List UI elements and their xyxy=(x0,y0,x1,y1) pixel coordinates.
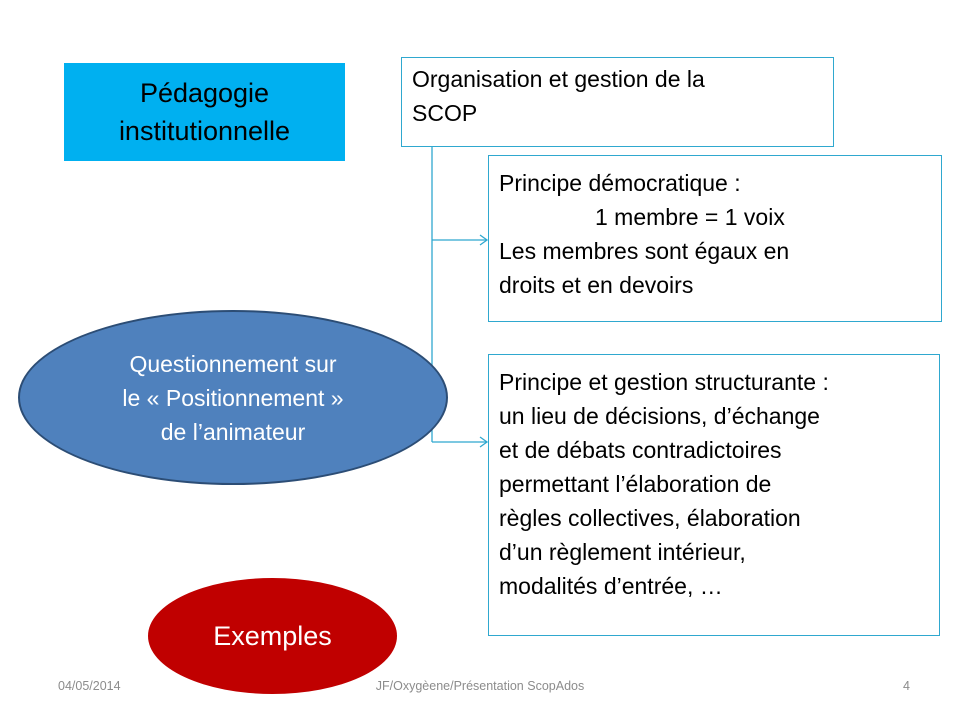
examples-button[interactable] xyxy=(148,578,397,694)
title-line-1: Pédagogie xyxy=(139,78,270,108)
title-box xyxy=(64,63,345,161)
organisation-line-2: SCOP xyxy=(412,100,478,126)
footer-page-number: 4 xyxy=(903,679,910,693)
structuring-line-6: d’un règlement intérieur, xyxy=(499,539,746,565)
title-line-2: institutionnelle xyxy=(118,116,291,146)
democratic-line-2: 1 membre = 1 voix xyxy=(595,204,785,230)
democratic-line-3: Les membres sont égaux en xyxy=(499,238,790,264)
democratic-principle-box xyxy=(488,155,942,322)
footer-center-text: JF/Oxygèene/Présentation ScopAdos xyxy=(375,679,585,693)
arrowhead-structuring-icon xyxy=(480,437,487,447)
structuring-line-4: permettant l’élaboration de xyxy=(499,471,772,497)
structuring-line-3: et de débats contradictoires xyxy=(499,437,782,463)
democratic-line-1: Principe démocratique : xyxy=(499,170,741,196)
structuring-line-2: un lieu de décisions, d’échange xyxy=(499,403,820,429)
structuring-line-1: Principe et gestion structurante : xyxy=(499,369,829,395)
structuring-line-7: modalités d’entrée, … xyxy=(499,573,723,599)
footer-date: 04/05/2014 xyxy=(58,679,121,693)
examples-label: Exemples xyxy=(213,620,332,651)
questioning-line-3: de l’animateur xyxy=(160,418,306,445)
organisation-box xyxy=(401,57,834,147)
questioning-line-1: Questionnement sur xyxy=(129,350,337,377)
arrowhead-democratic-icon xyxy=(480,235,487,245)
democratic-line-4: droits et en devoirs xyxy=(499,272,694,298)
structuring-principle-box xyxy=(488,354,940,636)
questioning-line-2: le « Positionnement » xyxy=(122,384,344,411)
structuring-line-5: règles collectives, élaboration xyxy=(499,505,801,531)
organisation-line-1: Organisation et gestion de la xyxy=(412,66,705,92)
questioning-ellipse xyxy=(18,310,448,485)
